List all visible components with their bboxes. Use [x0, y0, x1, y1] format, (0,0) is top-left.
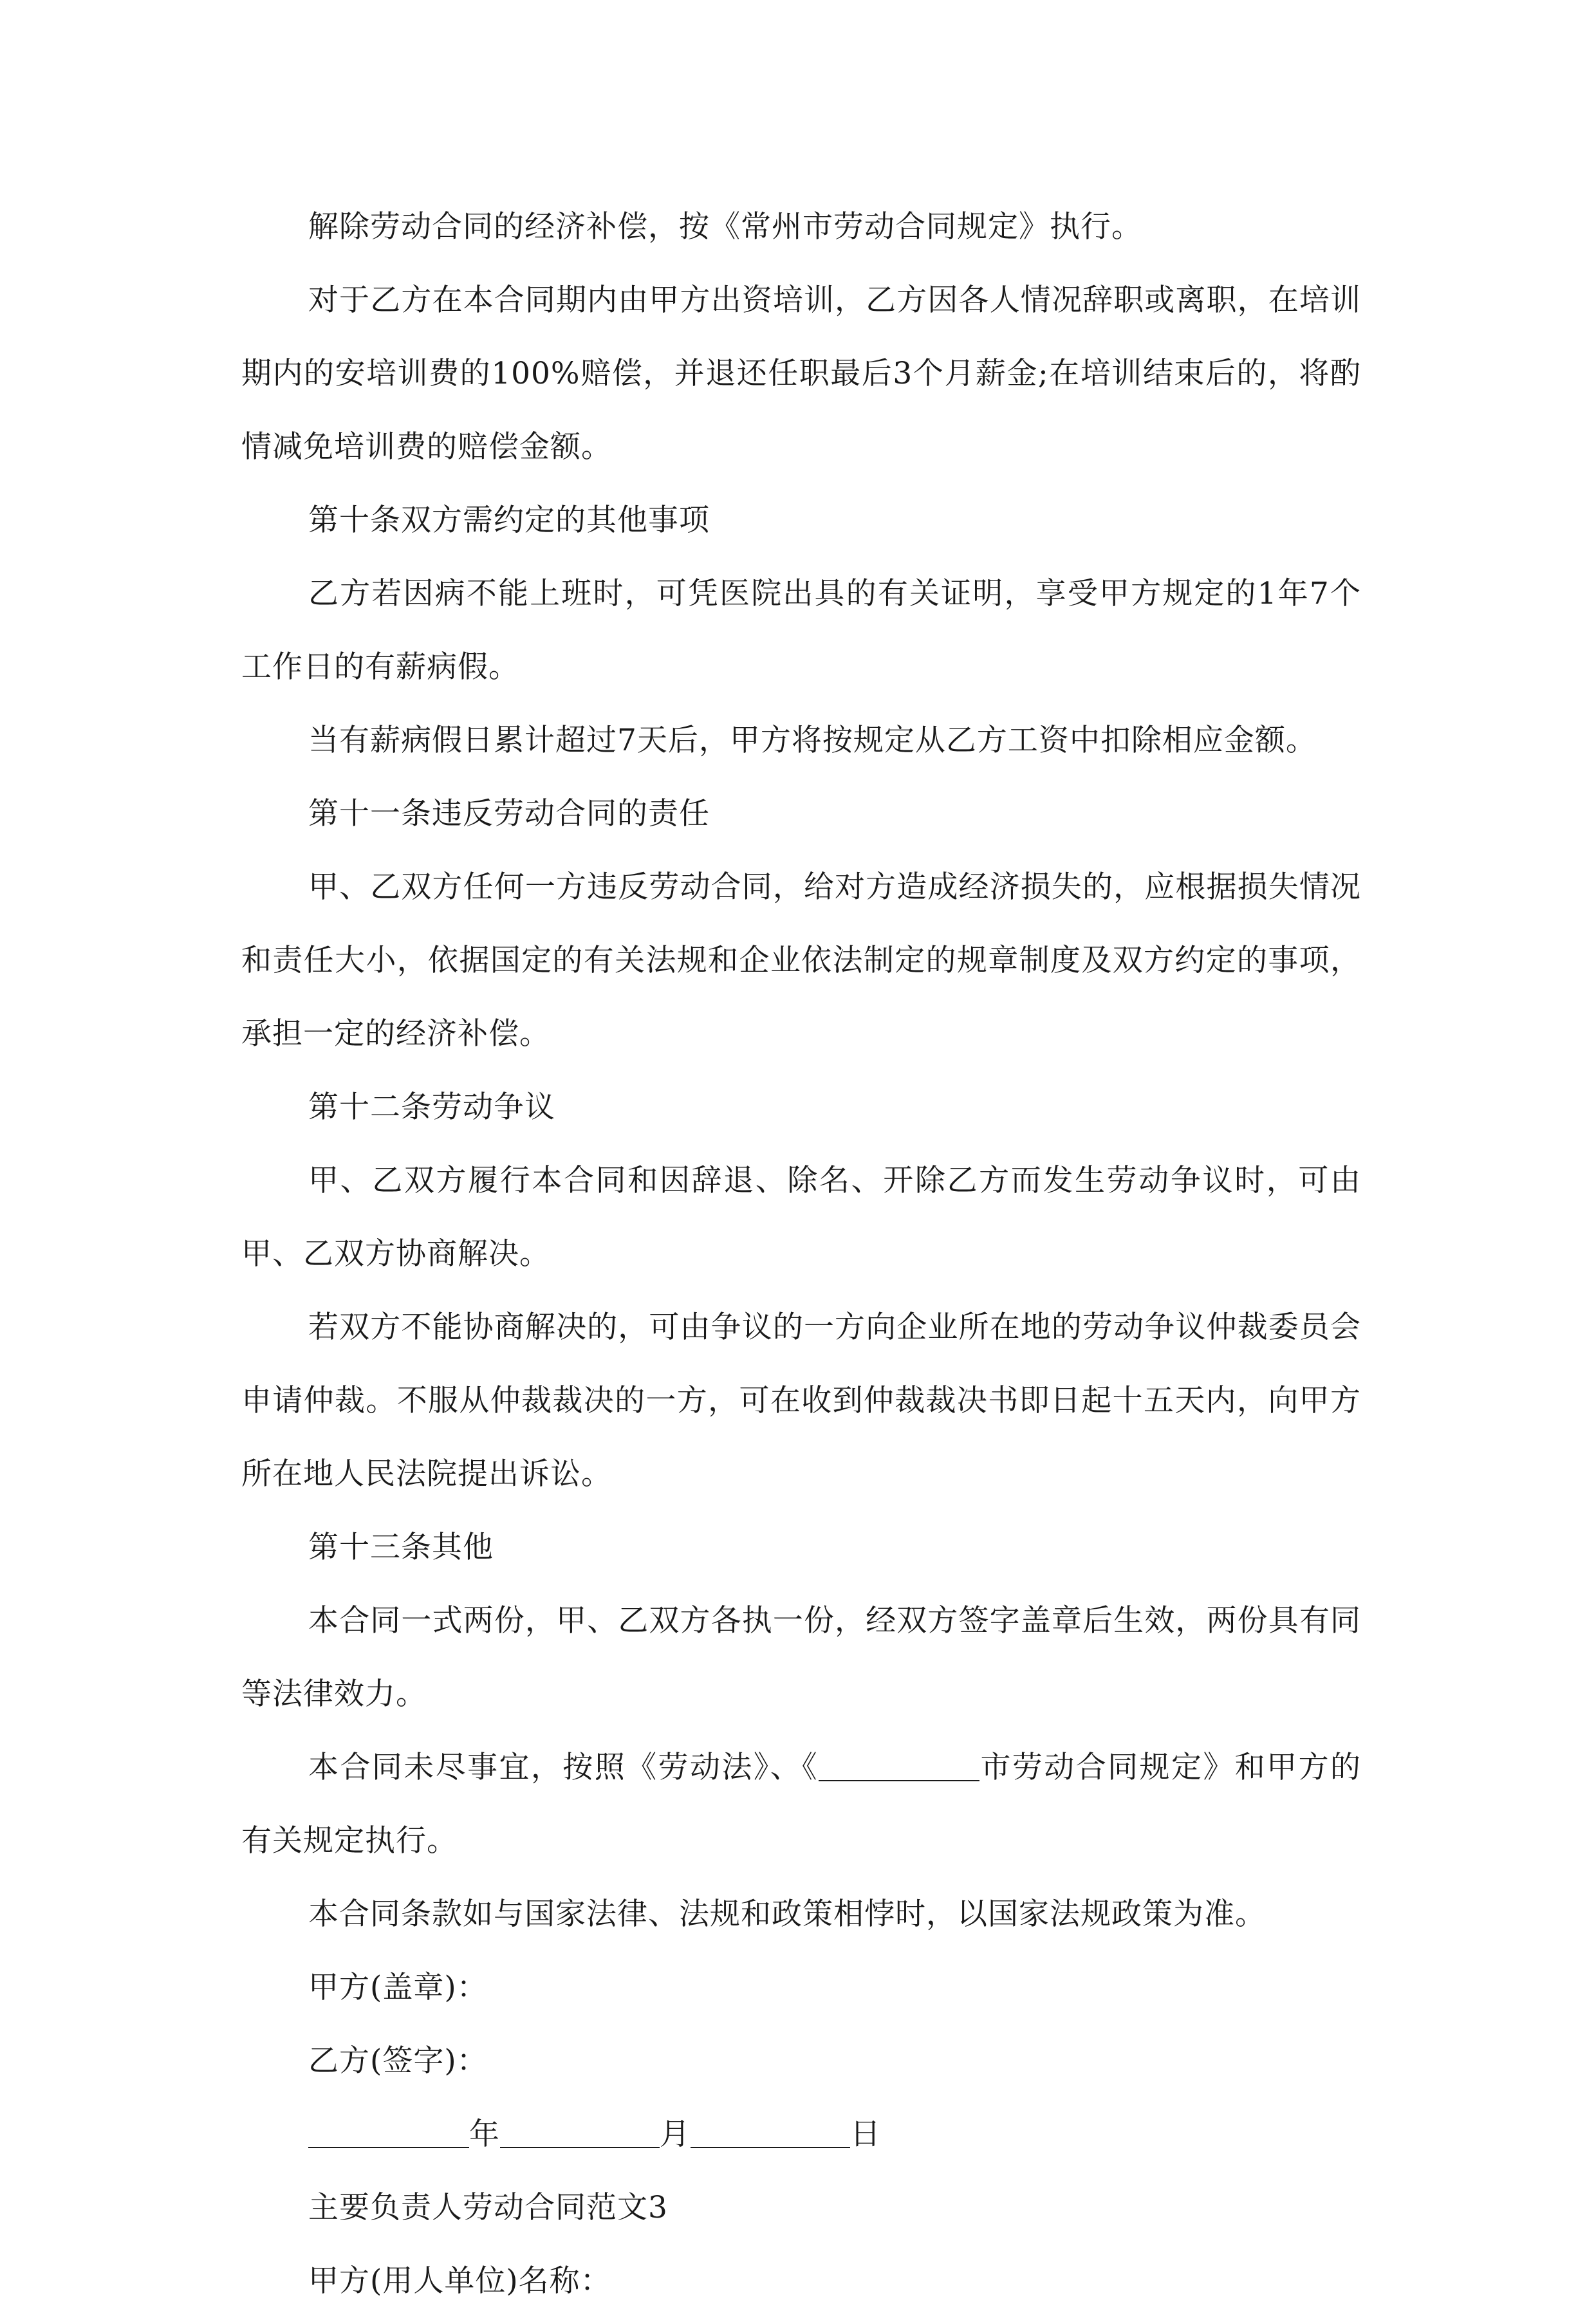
party-b-signature-label: 乙方(签字)：: [308, 2043, 488, 2079]
sample-title: 主要负责人劳动合同范文3: [308, 2190, 668, 2225]
paragraph-training-compensation: 对于乙方在本合同期内由甲方出资培训，乙方因各人情况辞职或离职，在培训期内的安培训费的100%赔偿，并退还任职最后3个月薪金;在培训结束后的，将酌情减免培训费的赔偿金额。: [241, 283, 1361, 465]
heading-article-13: 第十三条其他: [308, 1530, 494, 1565]
paragraph-compensation: 解除劳动合同的经济补偿，按《常州市劳动合同规定》执行。: [308, 209, 1142, 245]
day-blank-field: [691, 2119, 850, 2148]
employer-name-label: 甲方(用人单位)名称：: [308, 2263, 611, 2299]
day-label: 日: [850, 2117, 881, 2152]
month-blank-field: [500, 2119, 660, 2148]
document-body: [241, 190, 1361, 2318]
paragraph-breach-liability: 甲、乙双方任何一方违反劳动合同，给对方造成经济损失的，应根据损失情况和责任大小，依据国定的有关法规和企业依法制定的规章制度及双方约定的事项，承担一定的经济补偿。: [241, 869, 1361, 1052]
party-a-seal-label: 甲方(盖章)：: [308, 1970, 488, 2005]
date-line: [241, 2098, 1361, 2171]
heading-article-12: 第十二条劳动争议: [308, 1089, 555, 1125]
year-label: 年: [469, 2117, 500, 2152]
month-label: 月: [660, 2117, 691, 2152]
city-blank-field: [819, 1752, 979, 1781]
law-clause-before: 本合同未尽事宜，按照《劳动法》、《: [308, 1750, 819, 1785]
paragraph-sick-leave: 乙方若因病不能上班时，可凭医院出具的有关证明，享受甲方规定的1年7个工作日的有薪病假。: [241, 576, 1361, 685]
paragraph-dispute-negotiation: 甲、乙双方履行本合同和因辞退、除名、开除乙方而发生劳动争议时，可由甲、乙双方协商解决。: [241, 1163, 1361, 1272]
heading-article-11: 第十一条违反劳动合同的责任: [308, 796, 710, 831]
paragraph-applicable-law: [241, 1731, 1361, 1878]
paragraph-sick-leave-deduction: 当有薪病假日累计超过7天后，甲方将按规定从乙方工资中扣除相应金额。: [308, 723, 1317, 758]
heading-article-10: 第十条双方需约定的其他事项: [308, 503, 710, 538]
law-clause-after: 市劳动合同规定》和甲方的有关规定执行。: [241, 1750, 1362, 1859]
year-blank-field: [308, 2119, 469, 2148]
paragraph-copies: 本合同一式两份，甲、乙双方各执一份，经双方签字盖章后生效，两份具有同等法律效力。: [241, 1603, 1361, 1712]
paragraph-dispute-arbitration: 若双方不能协商解决的，可由争议的一方向企业所在地的劳动争议仲裁委员会申请仲裁。不服从仲裁裁决的一方，可在收到仲裁裁决书即日起十五天内，向甲方所在地人民法院提出诉讼。: [241, 1310, 1361, 1492]
paragraph-law-precedence: 本合同条款如与国家法律、法规和政策相悖时，以国家法规政策为准。: [308, 1896, 1266, 1932]
